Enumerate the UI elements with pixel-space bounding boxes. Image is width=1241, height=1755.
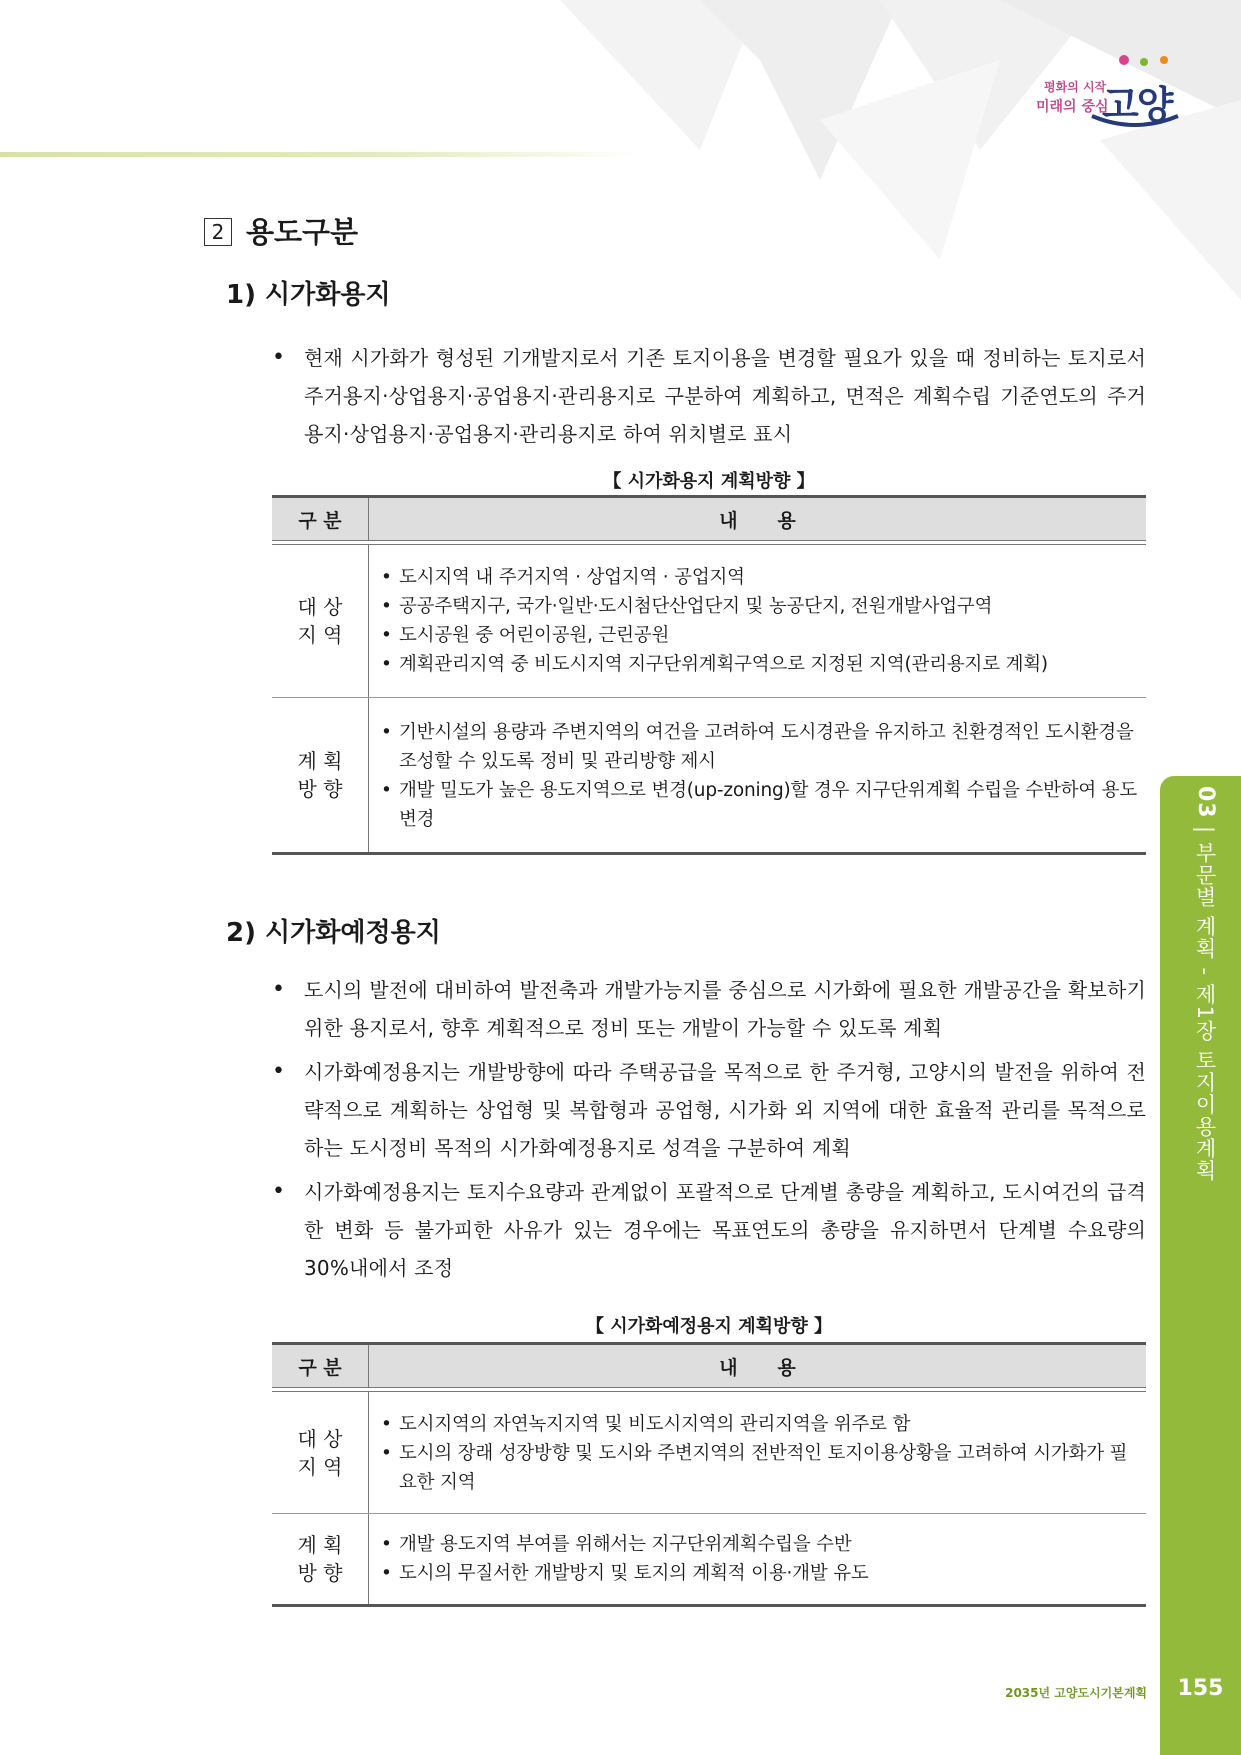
table-caption-reserved: 【 시가화예정용지 계획방향 】 <box>585 1316 833 1337</box>
section-number-box: 2 <box>204 218 232 246</box>
list-item: • 계획관리지역 중 비도시지역 지구단위계획구역으로 지정된 지역(관리용지로 계획) <box>377 650 1138 679</box>
list-item: • 공공주택지구, 국가·일반·도시첨단산업단지 및 농공단지, 전원개발사업구역 <box>377 592 1138 621</box>
row-label-line2: 방 향 <box>297 777 343 801</box>
row-label <box>272 1514 369 1606</box>
goyang-logo <box>1030 50 1180 135</box>
row-label <box>272 545 369 698</box>
list-item: • 개발 용도지역 부여를 위해서는 지구단위계획수립을 수반 <box>377 1530 1138 1559</box>
row-label-line1: 대 상 <box>297 595 343 619</box>
row-content <box>369 1392 1147 1514</box>
section-title-text: 용도구분 <box>246 215 359 249</box>
section-title <box>204 210 358 251</box>
row-content <box>369 1514 1147 1606</box>
table-row <box>272 698 1146 854</box>
col-header-content: 내 용 <box>369 497 1147 541</box>
subsection-title-reserved: 2) 시가화예정용지 <box>226 918 441 948</box>
row-label-line1: 대 상 <box>297 1426 343 1451</box>
list-item: • 도시의 장래 성장방향 및 도시와 주변지역의 전반적인 토지이용상황을 고려하여 시가화가 필요한 지역 <box>377 1439 1138 1497</box>
row-label <box>272 1392 369 1514</box>
table-row <box>272 545 1146 698</box>
chapter-number: 03 <box>1193 786 1218 819</box>
row-label-line2: 지 역 <box>297 623 343 647</box>
chapter-title: 부문별 계획 - 제1장 토지이용계획 <box>1193 842 1217 1182</box>
bullet-item: • 도시의 발전에 대비하여 발전축과 개발가능지를 중심으로 시가화에 필요한 개발공간을 확보하기 위한 용지로서, 향후 계획적으로 정비 또는 개발이 가능할 수 있도록 계획 <box>272 971 1146 1047</box>
list-item: • 도시지역 내 주거지역 · 상업지역 · 공업지역 <box>377 563 1138 592</box>
row-label-line2: 지 역 <box>297 1454 343 1479</box>
table-caption-urbanized: 【 시가화용지 계획방향 】 <box>603 471 815 492</box>
reserved-plan-table <box>272 1342 1146 1607</box>
row-label-line2: 방 향 <box>297 1561 343 1585</box>
list-item: • 도시공원 중 어린이공원, 근린공원 <box>377 621 1138 650</box>
logo-slogan-line2: 미래의 중심 <box>1036 99 1109 115</box>
col-header-content: 내 용 <box>369 1344 1147 1388</box>
table-header-row <box>272 497 1146 541</box>
table-row <box>272 1514 1146 1606</box>
logo-slogan-line1: 평화의 시작 <box>1044 80 1107 94</box>
logo-swoosh-icon <box>1090 112 1180 132</box>
chapter-tab-label <box>1180 786 1220 1186</box>
list-item: • 개발 밀도가 높은 용도지역으로 변경(up-zoning)할 경우 지구단위계획 수립을 수반하여 용도 변경 <box>377 776 1138 834</box>
bullet-item: • 현재 시가화가 형성된 기개발지로서 기존 토지이용을 변경할 필요가 있을 때 정비하는 토지로서 주거용지·상업용지·공업용지·관리용지로 구분하여 계획하고, 면적은 계획수립 기준연도의 주거용지·상업용지·공업용지·관리용지로 하여 위치별로 표시 <box>272 339 1146 453</box>
row-label <box>272 698 369 854</box>
footer-doc-title: 2035년 고양도시기본계획 <box>1005 1686 1147 1700</box>
list-item: • 도시의 무질서한 개발방지 및 토지의 계획적 이용·개발 유도 <box>377 1559 1138 1588</box>
table-row <box>272 1392 1146 1514</box>
subsection-title-urbanized: 1) 시가화용지 <box>226 280 391 310</box>
bullet-item: • 시가화예정용지는 개발방향에 따라 주택공급을 목적으로 한 주거형, 고양시의 발전을 위하여 전략적으로 계획하는 상업형 및 복합형과 공업형, 시가화 외 지역에 대한 효율적 관리를 목적으로 하는 도시정비 목적의 시가화예정용지로 성격을 구분하여 계획 <box>272 1053 1146 1167</box>
table-header-row <box>272 1344 1146 1388</box>
header-rule <box>0 152 640 157</box>
bullet-item: • 시가화예정용지는 토지수요량과 관계없이 포괄적으로 단계별 총량을 계획하고, 도시여건의 급격한 변화 등 불가피한 사유가 있는 경우에는 목표연도의 총량을 유지하면서 단계별 수요량의 30%내에서 조정 <box>272 1173 1146 1287</box>
col-header-category: 구 분 <box>272 1344 369 1388</box>
urbanized-plan-table <box>272 495 1146 855</box>
row-content <box>369 698 1147 854</box>
chapter-separator: | <box>1193 826 1217 835</box>
row-label-line1: 계 획 <box>297 749 343 773</box>
row-label-line1: 계 획 <box>297 1533 343 1557</box>
list-item: • 기반시설의 용량과 주변지역의 여건을 고려하여 도시경관을 유지하고 친환경적인 도시환경을 조성할 수 있도록 정비 및 관리방향 제시 <box>377 718 1138 776</box>
col-header-category: 구 분 <box>272 497 369 541</box>
logo-brand: 고양 <box>1102 83 1172 127</box>
urbanized-bullets <box>272 339 1146 459</box>
row-content <box>369 545 1147 698</box>
page-number: 155 <box>1177 1676 1224 1701</box>
logo-figures-icon <box>1114 52 1174 78</box>
list-item: • 도시지역의 자연녹지지역 및 비도시지역의 관리지역을 위주로 함 <box>377 1410 1138 1439</box>
reserved-bullets <box>272 971 1146 1293</box>
